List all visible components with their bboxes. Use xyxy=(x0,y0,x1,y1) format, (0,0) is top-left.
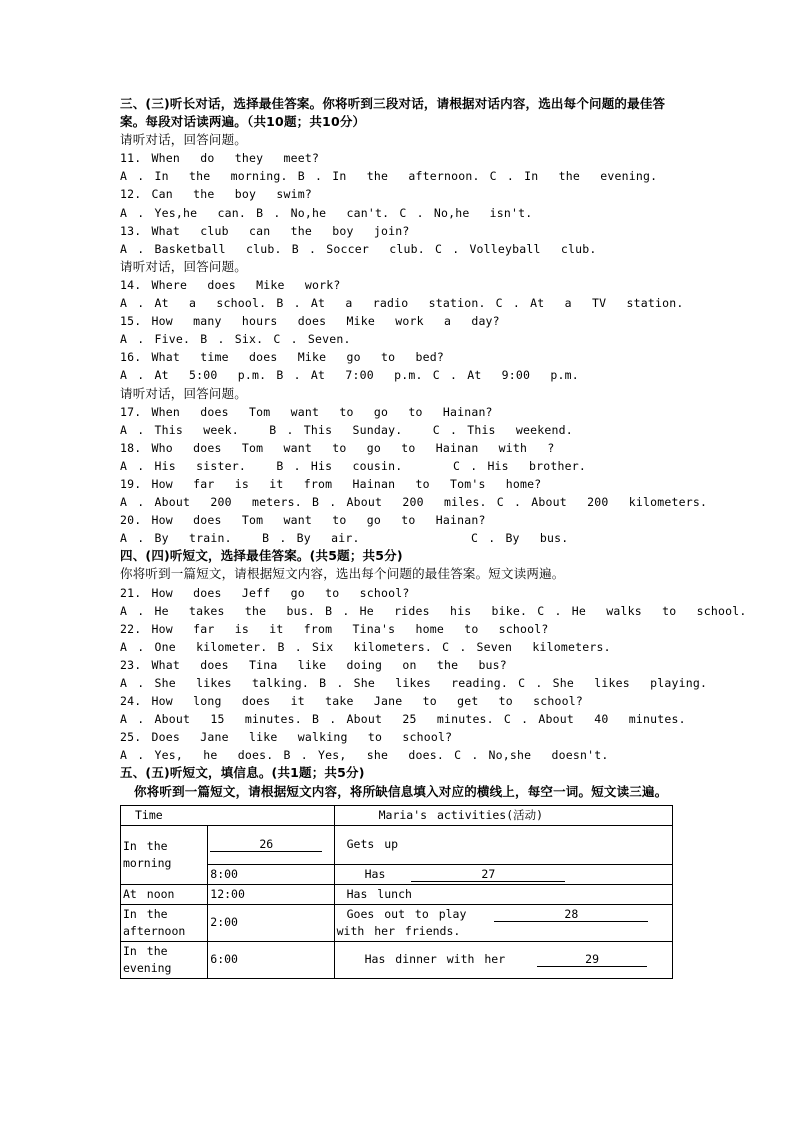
section-3-heading: 三、(三)听长对话，选择最佳答案。你将听到三段对话，请根据对话内容，选出每个问题的最佳答案。每段对话读两遍。（共10题；共10分） xyxy=(120,96,666,130)
table-row xyxy=(121,825,673,864)
header-activities: Maria's activities(活动) xyxy=(334,805,672,825)
period-evening: In the evening xyxy=(121,941,208,978)
table-row xyxy=(121,904,673,941)
time-cell: 8:00 xyxy=(208,864,334,884)
time-cell xyxy=(208,825,334,864)
answer-blank-26[interactable]: 26 xyxy=(210,838,322,852)
activity-text: with her friends. xyxy=(336,923,461,938)
table-header-row xyxy=(121,805,673,825)
dialog-prompt: 请听对话，回答问题。 xyxy=(120,258,248,274)
question-13: 13. What club can the boy join? xyxy=(120,223,410,238)
answer-blank-28[interactable]: 28 xyxy=(494,908,648,922)
options-23: A . She likes talking. B . She likes reading. C . She likes playing. xyxy=(120,676,708,690)
question-18: 18. Who does Tom want to go to Hainan with ? xyxy=(120,440,555,455)
question-14: 14. Where does Mike work? xyxy=(120,277,341,292)
activity-cell: Gets up xyxy=(334,825,672,864)
section-4-intro: 你将听到一篇短文，请根据短文内容，选出每个问题的最佳答案。短文读两遍。 xyxy=(120,566,565,582)
question-16: 16. What time does Mike go to bed? xyxy=(120,350,444,365)
time-cell: 2:00 xyxy=(208,904,334,941)
header-time: Time xyxy=(121,805,335,825)
activity-cell xyxy=(334,864,672,884)
options-13: A . Basketball club. B . Soccer club. C . Volleyball club. xyxy=(120,241,597,256)
options-21: A . He takes the bus. B . He rides his bike. C . He walks to school. xyxy=(120,603,747,618)
dialog-prompt: 请听对话，回答问题。 xyxy=(120,132,248,148)
options-24: A . About 15 minutes. B . About 25 minutes. C . About 40 minutes. xyxy=(120,712,686,727)
activity-cell xyxy=(334,941,672,978)
time-cell: 6:00 xyxy=(208,941,334,978)
dialog-prompt: 请听对话，回答问题。 xyxy=(120,385,248,401)
options-18: A . His sister. B . His cousin. C . His brother. xyxy=(120,458,587,473)
answer-blank-27[interactable]: 27 xyxy=(411,868,565,882)
exam-page xyxy=(120,95,747,979)
question-22: 22. How far is it from Tina's home to school? xyxy=(120,621,549,636)
question-23: 23. What does Tina like doing on the bus? xyxy=(120,657,507,672)
answer-blank-29[interactable]: 29 xyxy=(537,953,647,967)
options-25: A . Yes, he does. B . Yes, she does. C . No,she doesn't. xyxy=(120,748,609,763)
options-20: A . By train. B . By air. C . By bus. xyxy=(120,531,569,546)
activity-text: Goes out to play xyxy=(346,906,467,921)
options-17: A . This week. B . This Sunday. C . This weekend. xyxy=(120,422,573,437)
question-15: 15. How many hours does Mike work a day? xyxy=(120,314,500,329)
activity-cell xyxy=(334,904,672,941)
table-row xyxy=(121,941,673,978)
options-11: A . In the morning. B . In the afternoon. C . In the evening. xyxy=(120,169,658,184)
question-20: 20. How does Tom want to go to Hainan? xyxy=(120,513,486,528)
activity-cell: Has lunch xyxy=(334,884,672,904)
section-5-intro: 你将听到一篇短文，请根据短文内容，将所缺信息填入对应的横线上，每空一词。短文读三遍。 xyxy=(134,783,668,799)
options-14: A . At a school. B . At a radio station. C . At a TV station. xyxy=(120,296,684,311)
period-afternoon: In the afternoon xyxy=(121,904,208,941)
period-noon: At noon xyxy=(121,884,208,904)
options-19: A . About 200 meters. B . About 200 miles. C . About 200 kilometers. xyxy=(120,495,708,510)
question-21: 21. How does Jeff go to school? xyxy=(120,585,410,600)
activity-table xyxy=(120,805,673,979)
options-16: A . At 5:00 p.m. B . At 7:00 p.m. C . At 9:00 p.m. xyxy=(120,368,579,383)
activity-text: Has xyxy=(364,866,386,881)
section-4-heading: 四、(四)听短文，选择最佳答案。(共5题；共5分) xyxy=(120,548,403,564)
options-22: A . One kilometer. B . Six kilometers. C . Seven kilometers. xyxy=(120,639,611,654)
question-19: 19. How far is it from Hainan to Tom's home? xyxy=(120,476,542,491)
options-12: A . Yes,he can. B . No,he can't. C . No,he isn't. xyxy=(120,205,533,220)
table-row xyxy=(121,884,673,904)
question-25: 25. Does Jane like walking to school? xyxy=(120,730,453,745)
question-12: 12. Can the boy swim? xyxy=(120,187,312,202)
period-morning: In the morning xyxy=(121,825,208,884)
question-24: 24. How long does it take Jane to get to school? xyxy=(120,694,584,709)
activity-text: Has dinner with her xyxy=(364,952,506,967)
time-cell: 12:00 xyxy=(208,884,334,904)
question-17: 17. When does Tom want to go to Hainan? xyxy=(120,404,493,419)
question-11: 11. When do they meet? xyxy=(120,151,320,166)
section-5-heading: 五、(五)听短文，填信息。(共1题；共5分) xyxy=(120,765,365,781)
options-15: A . Five. B . Six. C . Seven. xyxy=(120,332,351,347)
